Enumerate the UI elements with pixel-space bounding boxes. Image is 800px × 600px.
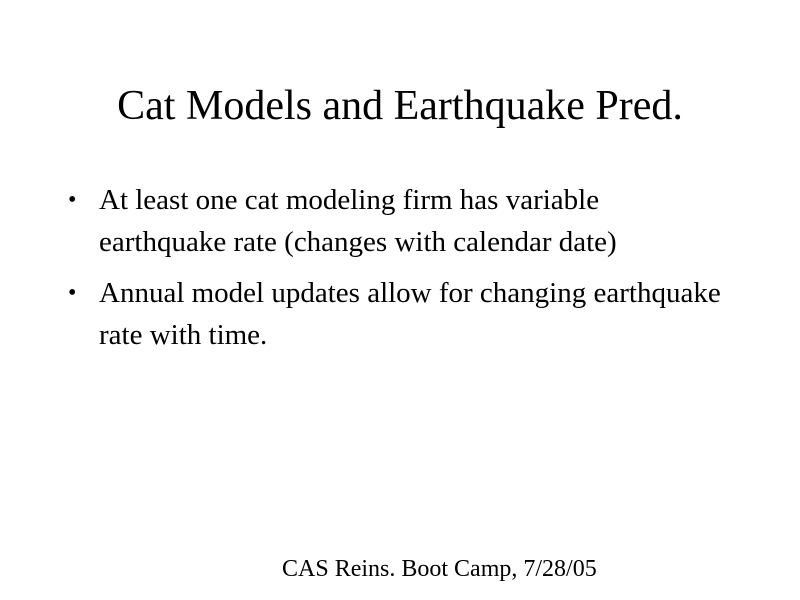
bullet-list	[68, 180, 728, 366]
bullet-item	[68, 180, 728, 263]
bullet-text: At least one cat modeling firm has variable earthquake rate (changes with calendar date)	[99, 184, 617, 258]
slide-footer: CAS Reins. Boot Camp, 7/28/05	[282, 556, 597, 582]
bullet-marker: •	[68, 187, 77, 213]
bullet-marker: •	[68, 280, 77, 306]
bullet-item	[68, 273, 728, 356]
slide-title: Cat Models and Earthquake Pred.	[117, 83, 683, 129]
bullet-text: Annual model updates allow for changing earthquake rate with time.	[99, 277, 721, 351]
